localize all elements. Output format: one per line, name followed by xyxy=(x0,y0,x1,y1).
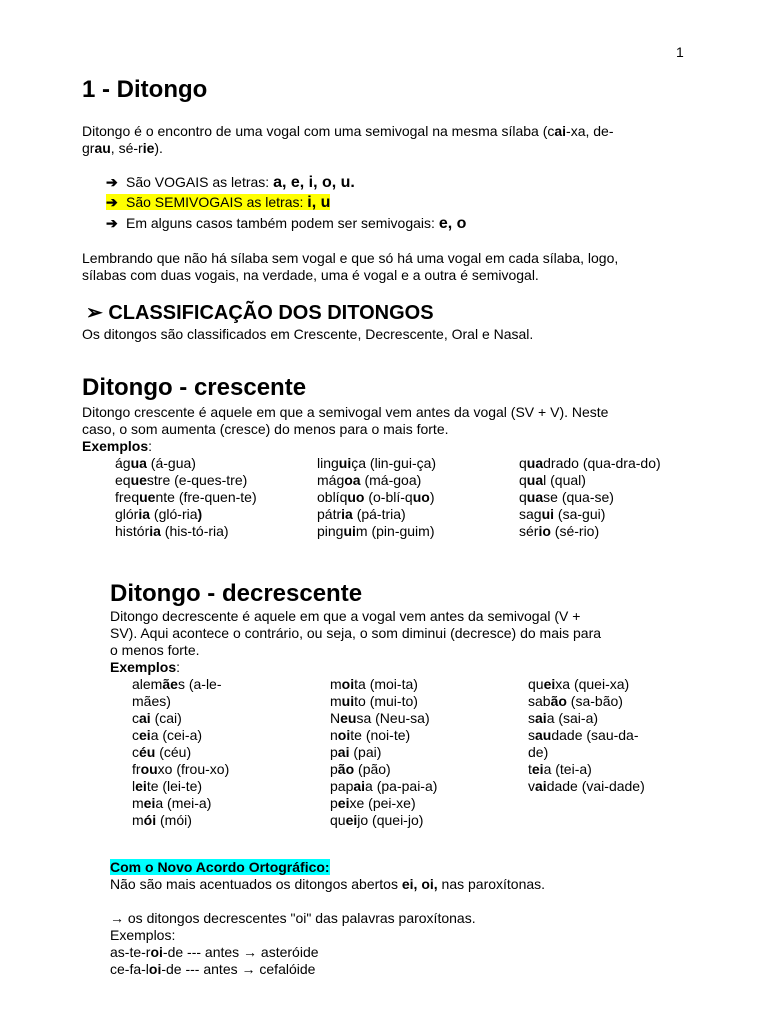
ditongo-bold: ei xyxy=(531,761,544,777)
example-item xyxy=(330,795,437,812)
example-text: a (pa-pai-a) xyxy=(365,778,438,794)
intro-example-bold: au xyxy=(94,140,111,156)
paragraph-line: sílabas com duas vogais, na verdade, uma é vogal e a outra é semivogal. xyxy=(82,267,539,283)
example-item xyxy=(528,727,645,744)
ditongo-bold: ai xyxy=(353,778,366,794)
colon: : xyxy=(176,659,181,675)
ditongo-bold: ai xyxy=(337,744,350,760)
example-text: histór xyxy=(115,523,150,539)
ditongo-bold: uo xyxy=(347,489,365,505)
crescente-examples-col1 xyxy=(115,455,257,540)
example-text: q xyxy=(519,489,527,505)
example-text: a (sai-a) xyxy=(546,710,599,726)
ditongo-bold: ei xyxy=(337,795,350,811)
example-text: jo (quei-jo) xyxy=(357,812,424,828)
example-text: se (qua-se) xyxy=(543,489,614,505)
bullet-label: São SEMIVOGAIS as letras: xyxy=(126,194,308,210)
section-heading-decrescente: Ditongo - decrescente xyxy=(110,580,363,607)
example-text: p xyxy=(330,761,338,777)
ditongo-bold: ói xyxy=(143,812,157,828)
example-text: v xyxy=(528,778,535,794)
example-item xyxy=(132,761,229,778)
example-text: (sé-rio) xyxy=(550,523,600,539)
example-text: q xyxy=(519,472,527,488)
example-item xyxy=(330,761,437,778)
example-text: n xyxy=(330,727,338,743)
examples-label: Exemplos xyxy=(82,438,149,454)
example-text: (pai) xyxy=(349,744,382,760)
example-text: ág xyxy=(115,455,131,471)
ditongo-bold: ei xyxy=(139,727,151,743)
example-text: q xyxy=(519,455,527,471)
ditongo-bold: eu xyxy=(340,710,357,726)
example-item xyxy=(519,455,661,472)
ditongo-bold: ei xyxy=(135,778,147,794)
example-text: mág xyxy=(317,472,345,488)
example-text: te (lei-te) xyxy=(146,778,203,794)
bullet-label: São VOGAIS as letras: xyxy=(126,174,274,190)
ditongo-bold: ui xyxy=(343,523,356,539)
ditongo-bold: ai xyxy=(139,710,151,726)
acordo-example: ce-fa-l xyxy=(110,961,149,977)
crescente-examples-col2 xyxy=(317,455,436,540)
example-text: m xyxy=(132,795,144,811)
example-text: c xyxy=(132,727,139,743)
example-text: te (noi-te) xyxy=(350,727,411,743)
acordo-example: -de --- antes → cefalóide xyxy=(161,961,316,977)
example-item xyxy=(132,812,229,829)
page-number: 1 xyxy=(676,44,684,60)
example-text: pátr xyxy=(317,506,342,522)
example-item xyxy=(519,506,661,523)
examples-label: Exemplos xyxy=(110,659,177,675)
acordo-example-bold: oi xyxy=(150,944,163,960)
example-text: ping xyxy=(317,523,344,539)
ditongo-bold: ei xyxy=(143,795,156,811)
ditongo-bold: ue xyxy=(130,472,147,488)
section-heading-crescente: Ditongo - crescente xyxy=(82,374,307,401)
ditongo-bold: ui xyxy=(338,455,352,471)
example-text: fr xyxy=(132,761,141,777)
example-text: (sa-gui) xyxy=(554,506,606,522)
example-item xyxy=(330,744,437,761)
example-text: (á-gua) xyxy=(146,455,196,471)
acordo-text: nas paroxítonas. xyxy=(437,876,546,892)
ditongo-bold: ua xyxy=(130,455,147,471)
example-item xyxy=(132,710,229,727)
example-item xyxy=(528,744,645,761)
example-text: (má-goa) xyxy=(360,472,422,488)
intro-paragraph xyxy=(82,123,692,157)
intro-text: Ditongo é o encontro de uma vogal com uma semivogal na mesma sílaba ( xyxy=(82,123,548,139)
example-item xyxy=(132,693,229,710)
acordo-bold: ei, oi, xyxy=(401,876,438,892)
example-text: stre (e-ques-tre) xyxy=(146,472,248,488)
ditongo-bold: ãe xyxy=(162,676,178,692)
ditongo-bold: ia xyxy=(138,506,151,522)
example-text: nte (fre-quen-te) xyxy=(155,489,257,505)
example-text: (pá-tria) xyxy=(352,506,406,522)
intro-example: , sé-r xyxy=(110,140,143,156)
example-text: xo (frou-xo) xyxy=(157,761,230,777)
ditongo-bold: ) xyxy=(197,506,203,522)
example-text: ta (moi-ta) xyxy=(354,676,418,692)
example-item xyxy=(317,506,436,523)
example-item xyxy=(317,455,436,472)
ditongo-bold: ui xyxy=(341,693,355,709)
ditongo-bold: oi xyxy=(341,676,355,692)
ditongo-bold: uo xyxy=(412,489,430,505)
example-text: m xyxy=(132,812,144,828)
acordo-example: as-te-r xyxy=(110,944,151,960)
example-item xyxy=(330,778,437,795)
example-text: xe (pei-xe) xyxy=(349,795,416,811)
ditongo-bold: ua xyxy=(526,455,544,471)
example-text: l xyxy=(132,778,136,794)
example-text: (gló-ria xyxy=(150,506,198,522)
example-text: a (mei-a) xyxy=(155,795,212,811)
example-text: p xyxy=(330,744,338,760)
ditongo-bold: ei xyxy=(543,676,556,692)
example-text: p xyxy=(330,795,338,811)
ditongo-bold: ia xyxy=(149,523,161,539)
example-text: ça (lin-gui-ça) xyxy=(351,455,437,471)
example-item xyxy=(528,676,645,693)
example-text: c xyxy=(132,744,139,760)
paragraph-line: Ditongo crescente é aquele em que a semivogal vem antes da vogal (SV + V). Neste xyxy=(82,404,609,420)
example-text: ) xyxy=(429,489,435,505)
example-text: freq xyxy=(115,489,140,505)
intro-example: c xyxy=(547,123,555,139)
example-text: drado (qua-dra-do) xyxy=(543,455,661,471)
intro-example: -xa, de- xyxy=(566,123,614,139)
example-text: xa (quei-xa) xyxy=(555,676,630,692)
intro-example: ). xyxy=(154,140,163,156)
ditongo-bold: ai xyxy=(535,778,547,794)
example-item xyxy=(330,727,437,744)
crescente-examples-col3 xyxy=(519,455,661,540)
example-item xyxy=(132,676,229,693)
paragraph-line: o menos forte. xyxy=(110,642,200,658)
example-item xyxy=(115,506,257,523)
decrescente-examples-col3 xyxy=(528,676,645,795)
example-text: de) xyxy=(528,744,549,760)
acordo-text: Não são mais acentuados os ditongos abertos xyxy=(110,876,402,892)
example-text: sab xyxy=(528,693,551,709)
bullet-semivogais xyxy=(106,194,330,211)
example-text: sag xyxy=(519,506,542,522)
heading-text: CLASSIFICAÇÃO DOS DITONGOS xyxy=(108,302,434,324)
example-text: (his-tó-ria) xyxy=(160,523,229,539)
bullet-label: Em alguns casos também podem ser semivogais: xyxy=(126,215,439,231)
example-item xyxy=(330,693,437,710)
ditongo-bold: ão xyxy=(337,761,355,777)
example-text: qu xyxy=(528,676,544,692)
acordo-example: -de --- antes → asteróide xyxy=(162,944,319,960)
intro-example-bold: ai xyxy=(554,123,567,139)
example-text: qu xyxy=(330,812,346,828)
bullet-casos xyxy=(106,215,466,232)
example-text: oblíq xyxy=(317,489,348,505)
example-text: l (qual) xyxy=(543,472,586,488)
example-text: mães) xyxy=(132,693,171,709)
example-text: sa (Neu-sa) xyxy=(356,710,430,726)
paragraph-line: SV). Aqui acontece o contrário, ou seja, o som diminui (decresce) do mais para xyxy=(110,625,602,641)
example-text: m xyxy=(330,676,342,692)
bullet-value: i, u xyxy=(307,194,331,211)
page-title: 1 - Ditongo xyxy=(82,76,208,103)
arrowhead-bullet-icon: ➢ xyxy=(86,302,103,324)
decrescente-examples-col2 xyxy=(330,676,437,829)
example-item xyxy=(528,761,645,778)
paragraph-line: caso, o som aumenta (cresce) do menos para o mais forte. xyxy=(82,421,449,437)
example-item xyxy=(132,744,229,761)
ditongo-bold: ei xyxy=(345,812,358,828)
example-text: (céu) xyxy=(155,744,192,760)
acordo-heading: Com o Novo Acordo Ortográfico: xyxy=(110,859,330,875)
example-text: (cai) xyxy=(150,710,182,726)
decrescente-definition xyxy=(110,608,601,676)
example-text: (sa-bão) xyxy=(566,693,623,709)
example-text: glór xyxy=(115,506,139,522)
acordo-text: → os ditongos decrescentes "oi" das palavras paroxítonas. xyxy=(110,910,476,926)
example-text: dade (vai-dade) xyxy=(546,778,645,794)
example-text: to (mui-to) xyxy=(354,693,418,709)
example-text: ling xyxy=(317,455,339,471)
example-item xyxy=(528,778,645,795)
example-item xyxy=(519,472,661,489)
example-text: a (cei-a) xyxy=(150,727,203,743)
example-text: alem xyxy=(132,676,163,692)
example-item xyxy=(132,778,229,795)
example-text: c xyxy=(132,710,139,726)
classificacao-text: Os ditongos são classificados em Crescente, Decrescente, Oral e Nasal. xyxy=(82,326,534,342)
example-text: N xyxy=(330,710,341,726)
ditongo-bold: oa xyxy=(344,472,361,488)
example-item xyxy=(317,472,436,489)
example-text: s (a-le- xyxy=(177,676,222,692)
intro-example-bold: ie xyxy=(142,140,155,156)
example-text: t xyxy=(528,761,532,777)
ditongo-bold: ia xyxy=(341,506,353,522)
ditongo-bold: ua xyxy=(526,472,544,488)
ditongo-bold: ua xyxy=(526,489,544,505)
paragraph-line: Ditongo decrescente é aquele em que a vogal vem antes da semivogal (V + xyxy=(110,608,581,624)
example-item xyxy=(115,455,257,472)
example-item xyxy=(115,523,257,540)
crescente-definition xyxy=(82,404,608,455)
example-item xyxy=(132,727,229,744)
example-item xyxy=(115,489,257,506)
ditongo-bold: ui xyxy=(541,506,555,522)
example-text: pap xyxy=(330,778,354,794)
decrescente-examples-col1 xyxy=(132,676,229,829)
example-text: (o-blí-q xyxy=(364,489,413,505)
paragraph-silaba xyxy=(82,250,618,284)
example-item xyxy=(528,693,645,710)
example-item xyxy=(330,676,437,693)
acordo-text: Exemplos: xyxy=(110,927,176,943)
example-text: s xyxy=(528,710,535,726)
example-item xyxy=(330,710,437,727)
ditongo-bold: ai xyxy=(535,710,547,726)
acordo-example-bold: oi xyxy=(148,961,162,977)
example-item xyxy=(317,489,436,506)
section-heading-classificacao xyxy=(86,300,434,325)
ditongo-bold: éu xyxy=(139,744,156,760)
colon: : xyxy=(148,438,153,454)
example-text: eq xyxy=(115,472,131,488)
ditongo-bold: ue xyxy=(139,489,156,505)
arrow-icon: ➔ xyxy=(106,215,118,231)
paragraph-line: Lembrando que não há sílaba sem vogal e que só há uma vogal em cada sílaba, logo, xyxy=(82,250,619,266)
bullet-value: a, e, i, o, u. xyxy=(273,174,355,191)
arrow-icon: ➔ xyxy=(106,194,118,210)
ditongo-bold: io xyxy=(538,523,551,539)
bullet-vogais xyxy=(106,174,355,191)
example-text: dade (sau-da- xyxy=(551,727,639,743)
example-text: a (tei-a) xyxy=(543,761,592,777)
arrow-icon: ➔ xyxy=(106,174,118,190)
intro-example: gr xyxy=(82,140,95,156)
example-item xyxy=(519,489,661,506)
ditongo-bold: ou xyxy=(140,761,158,777)
example-text: m xyxy=(330,693,342,709)
example-text: (mói) xyxy=(156,812,192,828)
example-item xyxy=(519,523,661,540)
example-item xyxy=(330,812,437,829)
example-item xyxy=(528,710,645,727)
ditongo-bold: ão xyxy=(550,693,567,709)
example-text: (pão) xyxy=(354,761,391,777)
acordo-block xyxy=(110,859,545,978)
ditongo-bold: au xyxy=(535,727,552,743)
example-text: m (pin-guim) xyxy=(355,523,435,539)
example-text: sér xyxy=(519,523,539,539)
example-item xyxy=(132,795,229,812)
ditongo-bold: oi xyxy=(337,727,351,743)
bullet-value: e, o xyxy=(438,215,467,232)
example-item xyxy=(115,472,257,489)
example-item xyxy=(317,523,436,540)
example-text: s xyxy=(528,727,535,743)
